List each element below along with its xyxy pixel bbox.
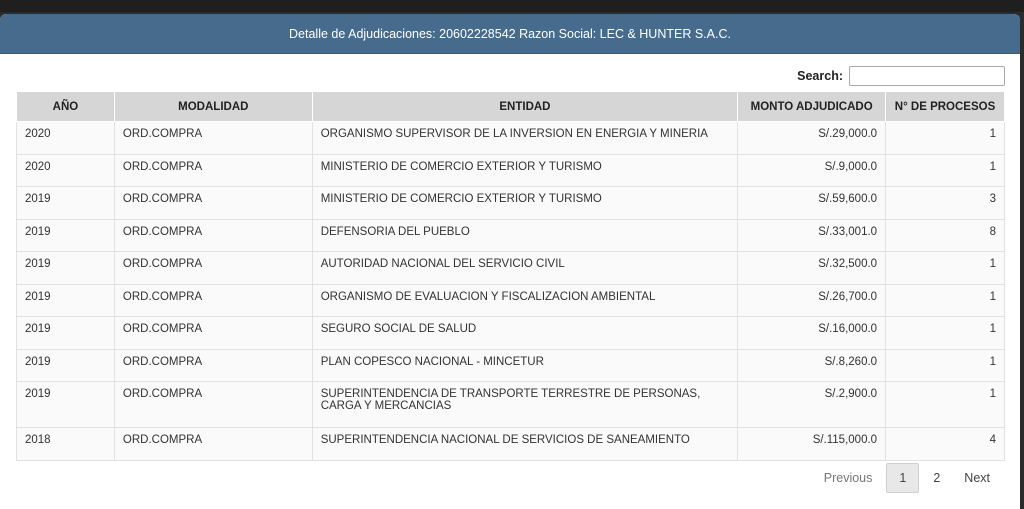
- cell-modalidad: ORD.COMPRA: [114, 382, 312, 428]
- table-row: [17, 284, 1005, 317]
- cell-entidad: ORGANISMO DE EVALUACION Y FISCALIZACION AMBIENTAL: [312, 284, 737, 317]
- next-page-button[interactable]: Next: [964, 471, 990, 485]
- cell-procesos: 4: [886, 428, 1005, 461]
- table-row: [17, 349, 1005, 382]
- cell-ano: 2019: [17, 317, 115, 350]
- cell-modalidad: ORD.COMPRA: [114, 187, 312, 220]
- cell-ano: 2020: [17, 154, 115, 187]
- cell-procesos: 1: [886, 317, 1005, 350]
- cell-entidad: AUTORIDAD NACIONAL DEL SERVICIO CIVIL: [312, 252, 737, 285]
- panel-title: Detalle de Adjudicaciones: 20602228542 Razon Social: LEC & HUNTER S.A.C.: [0, 14, 1020, 54]
- cell-entidad: PLAN COPESCO NACIONAL - MINCETUR: [312, 349, 737, 382]
- table-row: [17, 252, 1005, 285]
- cell-modalidad: ORD.COMPRA: [114, 252, 312, 285]
- cell-monto: S/.29,000.0: [738, 122, 886, 155]
- top-bar: [0, 0, 1024, 12]
- page-1-button[interactable]: 1: [886, 463, 919, 493]
- cell-monto: S/.115,000.0: [738, 428, 886, 461]
- cell-monto: S/.2,900.0: [738, 382, 886, 428]
- search-label: Search:: [797, 69, 843, 83]
- column-header-procesos[interactable]: N° DE PROCESOS: [886, 92, 1005, 122]
- cell-procesos: 3: [886, 187, 1005, 220]
- cell-ano: 2019: [17, 219, 115, 252]
- cell-procesos: 1: [886, 382, 1005, 428]
- cell-ano: 2018: [17, 428, 115, 461]
- cell-entidad: ORGANISMO SUPERVISOR DE LA INVERSION EN ENERGIA Y MINERIA: [312, 122, 737, 155]
- column-header-entidad[interactable]: ENTIDAD: [312, 92, 737, 122]
- column-header-monto[interactable]: MONTO ADJUDICADO: [738, 92, 886, 122]
- cell-entidad: MINISTERIO DE COMERCIO EXTERIOR Y TURISMO: [312, 187, 737, 220]
- column-header-modalidad[interactable]: MODALIDAD: [114, 92, 312, 122]
- cell-ano: 2019: [17, 382, 115, 428]
- cell-procesos: 1: [886, 284, 1005, 317]
- cell-modalidad: ORD.COMPRA: [114, 219, 312, 252]
- cell-ano: 2019: [17, 252, 115, 285]
- cell-modalidad: ORD.COMPRA: [114, 428, 312, 461]
- cell-procesos: 1: [886, 349, 1005, 382]
- table-row: [17, 317, 1005, 350]
- cell-procesos: 1: [886, 252, 1005, 285]
- cell-entidad: SEGURO SOCIAL DE SALUD: [312, 317, 737, 350]
- pagination: [814, 463, 1000, 493]
- search-input[interactable]: [849, 66, 1005, 86]
- cell-ano: 2019: [17, 187, 115, 220]
- cell-monto: S/.32,500.0: [738, 252, 886, 285]
- table-row: [17, 428, 1005, 461]
- cell-ano: 2019: [17, 349, 115, 382]
- cell-monto: S/.16,000.0: [738, 317, 886, 350]
- cell-modalidad: ORD.COMPRA: [114, 154, 312, 187]
- cell-monto: S/.9,000.0: [738, 154, 886, 187]
- search-area: [797, 66, 1005, 86]
- table-header-row: [17, 92, 1005, 122]
- cell-entidad: MINISTERIO DE COMERCIO EXTERIOR Y TURISMO: [312, 154, 737, 187]
- page-2-button[interactable]: 2: [933, 471, 941, 485]
- cell-monto: S/.33,001.0: [738, 219, 886, 252]
- cell-monto: S/.59,600.0: [738, 187, 886, 220]
- table-row: [17, 382, 1005, 428]
- table-row: [17, 187, 1005, 220]
- cell-modalidad: ORD.COMPRA: [114, 122, 312, 155]
- cell-modalidad: ORD.COMPRA: [114, 284, 312, 317]
- table-row: [17, 154, 1005, 187]
- cell-procesos: 8: [886, 219, 1005, 252]
- adjudicaciones-panel: [0, 14, 1020, 509]
- cell-procesos: 1: [886, 154, 1005, 187]
- cell-modalidad: ORD.COMPRA: [114, 349, 312, 382]
- cell-modalidad: ORD.COMPRA: [114, 317, 312, 350]
- column-header-ano[interactable]: AÑO: [17, 92, 115, 122]
- adjudicaciones-table: [16, 91, 1005, 461]
- cell-entidad: SUPERINTENDENCIA NACIONAL DE SERVICIOS DE SANEAMIENTO: [312, 428, 737, 461]
- table-row: [17, 122, 1005, 155]
- previous-page-button[interactable]: Previous: [823, 471, 873, 485]
- cell-monto: S/.26,700.0: [738, 284, 886, 317]
- cell-entidad: DEFENSORIA DEL PUEBLO: [312, 219, 737, 252]
- cell-monto: S/.8,260.0: [738, 349, 886, 382]
- cell-entidad: SUPERINTENDENCIA DE TRANSPORTE TERRESTRE DE PERSONAS, CARGA Y MERCANCIAS: [312, 382, 737, 428]
- cell-procesos: 1: [886, 122, 1005, 155]
- cell-ano: 2020: [17, 122, 115, 155]
- table-row: [17, 219, 1005, 252]
- cell-ano: 2019: [17, 284, 115, 317]
